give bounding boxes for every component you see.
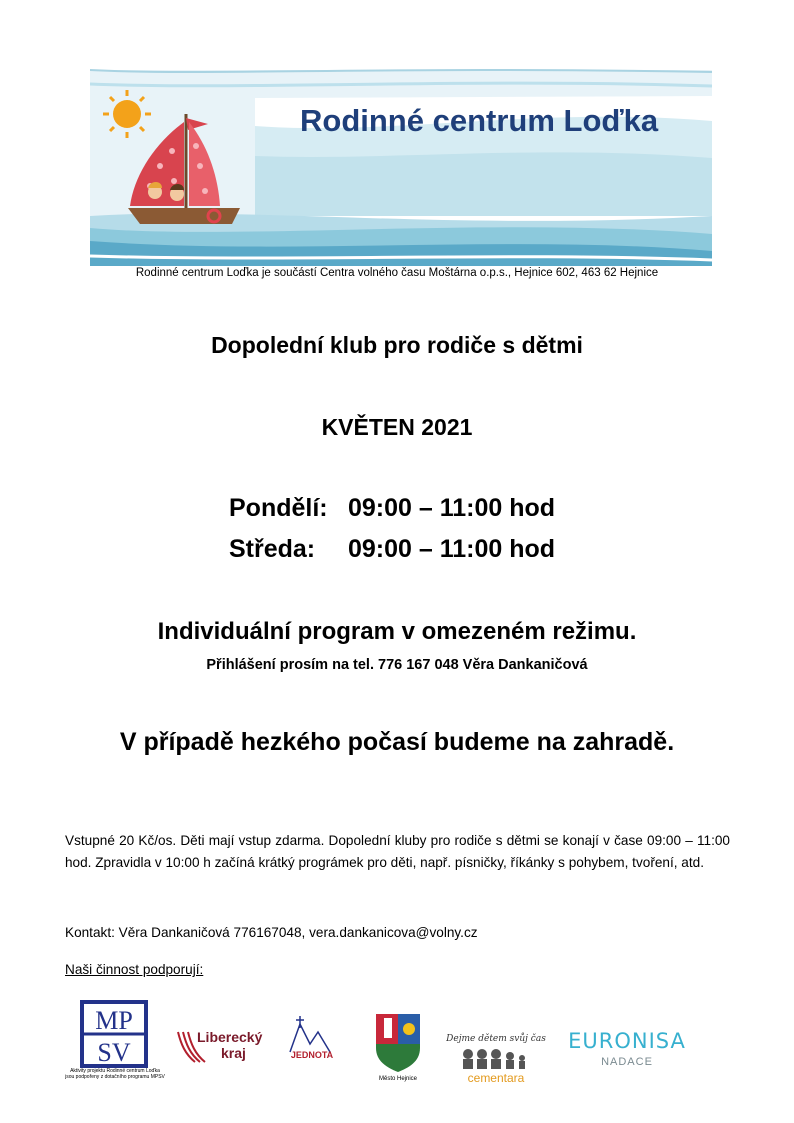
- svg-text:JEDNOTA: JEDNOTA: [290, 1050, 334, 1060]
- info-paragraph: Vstupné 20 Kč/os. Děti mají vstup zdarma. Dopolední kluby pro rodiče s dětmi se konají v čase 09:00 – 11:00 hod. Zpravidla v 10:00 h začíná krátký prográmek pro děti, např. písničky, říkánky s pohybem, tvoření, atd.: [65, 833, 730, 870]
- mpsv-logo: [65, 1000, 165, 1090]
- svg-text:Město Hejnice: Město Hejnice: [378, 1076, 418, 1082]
- svg-text:NADACE: NADACE: [601, 1056, 653, 1068]
- program-note: Individuální program v omezeném režimu.: [157, 618, 637, 645]
- svg-text:EURONISA: EURONISA: [568, 1029, 686, 1053]
- svg-text:Dejme dětem svůj čas: Dejme dětem svůj čas: [446, 1034, 546, 1044]
- banner-title: Rodinné centrum Loďka: [300, 103, 659, 138]
- schedule-time: 09:00 – 11:00 hod: [348, 535, 556, 563]
- schedule-day: Pondělí:: [229, 494, 328, 522]
- euronisa-logo: [560, 1026, 694, 1070]
- signup-note: Přihlášení prosím na tel. 776 167 048 Věra Dankaničová: [206, 657, 588, 673]
- liberecky-kraj-logo: [175, 1022, 265, 1068]
- month-heading: KVĚTEN 2021: [321, 414, 473, 440]
- garden-note: V případě hezkého počasí budeme na zahradě.: [119, 728, 675, 756]
- mpsv-caption: Aktivity projektu Rodinné centrum Loďka jsou podpořeny z dotačního programu MPSV: [65, 1068, 165, 1080]
- svg-text:kraj: kraj: [221, 1045, 246, 1061]
- jednota-logo: [282, 1014, 342, 1068]
- schedule-time: 09:00 – 11:00 hod: [348, 494, 556, 522]
- svg-text:MP: MP: [95, 1006, 133, 1035]
- organization-line: Rodinné centrum Loďka je součástí Centra volného času Moštárna o.p.s., Hejnice 602, 463 62 Hejnice: [135, 267, 659, 279]
- svg-text:SV: SV: [97, 1038, 131, 1067]
- svg-text:cementara: cementara: [467, 1071, 525, 1085]
- svg-text:Liberecký: Liberecký: [197, 1029, 263, 1045]
- contact-line: Kontakt: Věra Dankaničová 776167048, vera.dankanicova@volny.cz: [65, 925, 478, 940]
- club-title: Dopolední klub pro rodiče s dětmi: [211, 332, 583, 358]
- header-banner: [90, 66, 712, 266]
- support-heading: Naši činnost podporují:: [65, 962, 204, 977]
- mesto-hejnice-logo: [370, 1010, 426, 1082]
- schedule-day: Středa:: [229, 535, 316, 563]
- cementara-logo: [446, 1030, 546, 1085]
